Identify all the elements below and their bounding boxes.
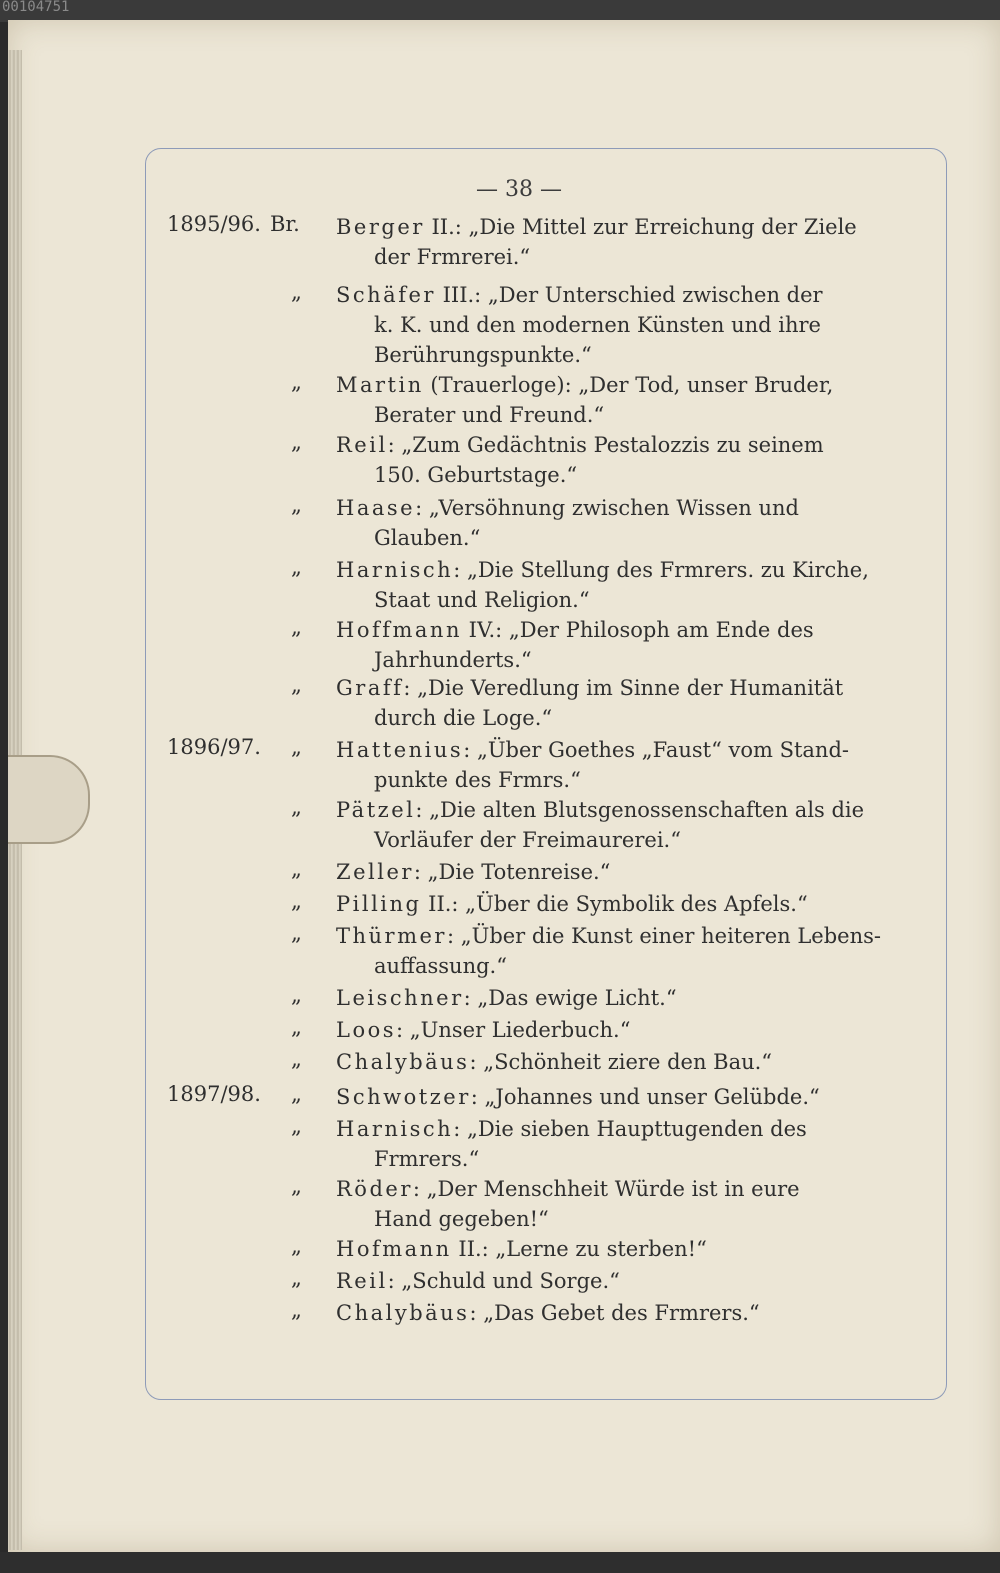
lecture-text	[336, 735, 906, 795]
lecture-title-continued: Jahrhunderts.“	[374, 648, 532, 672]
ditto-mark: „	[291, 555, 302, 579]
lecture-title: II.: „Über die Symbolik des Apfels.“	[421, 892, 808, 916]
speaker-name: Schäfer	[336, 283, 436, 307]
ditto-mark: „	[291, 735, 302, 759]
speaker-name: Pilling	[336, 892, 422, 916]
lecture-text	[336, 280, 906, 370]
lecture-text	[336, 430, 906, 490]
lecture-text	[336, 983, 906, 1013]
lecture-title-continued: Glauben.“	[374, 526, 481, 550]
ditto-mark: „	[291, 430, 302, 454]
ditto-mark: „	[291, 1174, 302, 1198]
lecture-title: II.: „Lerne zu sterben!“	[451, 1237, 707, 1261]
lecture-text	[336, 673, 906, 733]
lecture-text	[336, 889, 906, 919]
ditto-mark: „	[291, 1082, 302, 1106]
lecture-title-continued: Vorläufer der Freimaurerei.“	[374, 828, 681, 852]
lecture-title-continued: punkte des Frmrs.“	[374, 768, 581, 792]
lecture-title-continued: 150. Geburtstage.“	[374, 463, 578, 487]
lecture-text	[336, 1015, 906, 1045]
lecture-text	[336, 212, 906, 272]
speaker-name: Loos	[336, 1018, 397, 1042]
lecture-text	[336, 370, 906, 430]
scan-bottom-edge	[0, 1552, 1000, 1573]
ditto-mark: „	[291, 857, 302, 881]
ditto-mark: „	[291, 1015, 302, 1039]
speaker-name: Harnisch	[336, 1117, 454, 1141]
speaker-name: Martin	[336, 373, 424, 397]
scan-id-label: 00104751	[0, 0, 1000, 22]
ditto-mark: „	[291, 921, 302, 945]
lecture-title: : „Versöhnung zwischen Wissen und	[415, 496, 799, 520]
lecture-title: : „Die Totenreise.“	[413, 860, 611, 884]
ditto-mark: „	[291, 1114, 302, 1138]
lecture-title: : „Der Menschheit Würde ist in eure	[412, 1177, 800, 1201]
lecture-text	[336, 1082, 906, 1112]
speaker-name: Thürmer	[336, 924, 447, 948]
speaker-name: Chalybäus	[336, 1301, 470, 1325]
speaker-name: Zeller	[336, 860, 414, 884]
lecture-text	[336, 1298, 906, 1328]
lecture-title: IV.: „Der Philosoph am Ende des	[461, 618, 814, 642]
speaker-name: Haase	[336, 496, 416, 520]
lecture-title: : „Schönheit ziere den Bau.“	[469, 1050, 773, 1074]
ditto-mark: „	[291, 795, 302, 819]
lecture-title: : „Das Gebet des Frmrers.“	[469, 1301, 760, 1325]
ditto-mark: „	[291, 889, 302, 913]
speaker-name: Leischner	[336, 986, 464, 1010]
ditto-mark: „	[291, 1266, 302, 1290]
page-tab-marker	[8, 755, 90, 844]
year-label: 1897/98.	[167, 1082, 261, 1106]
page-number: — 38 —	[476, 177, 562, 202]
speaker-name: Reil	[336, 433, 388, 457]
ditto-mark: „	[291, 615, 302, 639]
lecture-title-continued: der Frmrerei.“	[374, 245, 531, 269]
ditto-mark: „	[291, 673, 302, 697]
lecture-text	[336, 1174, 906, 1234]
lecture-title: : „Die Veredlung im Sinne der Humanität	[403, 676, 844, 700]
lecture-title-continued: Berater und Freund.“	[374, 403, 605, 427]
speaker-name: Hoffmann	[336, 618, 462, 642]
lecture-title-continued: Hand gegeben!“	[374, 1207, 549, 1231]
lecture-title: : „Zum Gedächtnis Pestalozzis zu seinem	[387, 433, 824, 457]
speaker-name: Hofmann	[336, 1237, 452, 1261]
ditto-mark: „	[291, 493, 302, 517]
ditto-mark: „	[291, 370, 302, 394]
year-label: 1896/97.	[167, 735, 261, 759]
lecture-title-continued: Berührungspunkte.“	[374, 343, 592, 367]
lecture-title-continued: durch die Loge.“	[374, 706, 553, 730]
lecture-text	[336, 1114, 906, 1174]
lecture-text	[336, 615, 906, 675]
lecture-title: : „Über die Kunst einer heiteren Lebens-	[446, 924, 881, 948]
ditto-mark: „	[291, 1047, 302, 1071]
lecture-text	[336, 857, 906, 887]
ditto-mark: „	[291, 1298, 302, 1322]
ditto-mark: „	[291, 983, 302, 1007]
speaker-name: Röder	[336, 1177, 413, 1201]
lecture-title: (Trauerloge): „Der Tod, unser Bruder,	[423, 373, 834, 397]
lecture-title-continued: Staat und Religion.“	[374, 588, 590, 612]
lecture-text	[336, 1234, 906, 1264]
ditto-mark: „	[291, 1234, 302, 1258]
speaker-name: Pätzel	[336, 798, 416, 822]
lecture-title-continued: k. K. und den modernen Künsten und ihre	[374, 313, 821, 337]
lecture-text	[336, 493, 906, 553]
lecture-text	[336, 1266, 906, 1296]
year-label: 1895/96.	[167, 212, 261, 236]
lecture-text	[336, 1047, 906, 1077]
speaker-name: Schwotzer	[336, 1085, 471, 1109]
ditto-mark: Br.	[270, 212, 300, 236]
speaker-name: Harnisch	[336, 558, 454, 582]
lecture-title: : „Das ewige Licht.“	[463, 986, 677, 1010]
lecture-title-continued: Frmrers.“	[374, 1147, 480, 1171]
lecture-title: : „Die sieben Haupttugenden des	[453, 1117, 807, 1141]
lecture-title: : „Über Goethes „Faust“ vom Stand-	[463, 738, 849, 762]
lecture-title: II.: „Die Mittel zur Erreichung der Ziele	[424, 215, 857, 239]
lecture-title-continued: auffassung.“	[374, 954, 507, 978]
lecture-title: : „Unser Liederbuch.“	[396, 1018, 631, 1042]
lecture-title: : „Die Stellung des Frmrers. zu Kirche,	[453, 558, 869, 582]
lecture-text	[336, 921, 906, 981]
speaker-name: Graff	[336, 676, 404, 700]
lecture-title: : „Die alten Blutsgenossenschaften als die	[415, 798, 865, 822]
lecture-title: : „Schuld und Sorge.“	[387, 1269, 620, 1293]
lecture-text	[336, 795, 906, 855]
speaker-name: Reil	[336, 1269, 388, 1293]
speaker-name: Hattenius	[336, 738, 464, 762]
lecture-title: III.: „Der Unterschied zwischen der	[435, 283, 823, 307]
speaker-name: Chalybäus	[336, 1050, 470, 1074]
lecture-text	[336, 555, 906, 615]
lecture-title: : „Johannes und unser Gelübde.“	[470, 1085, 820, 1109]
ditto-mark: „	[291, 280, 302, 304]
speaker-name: Berger	[336, 215, 425, 239]
